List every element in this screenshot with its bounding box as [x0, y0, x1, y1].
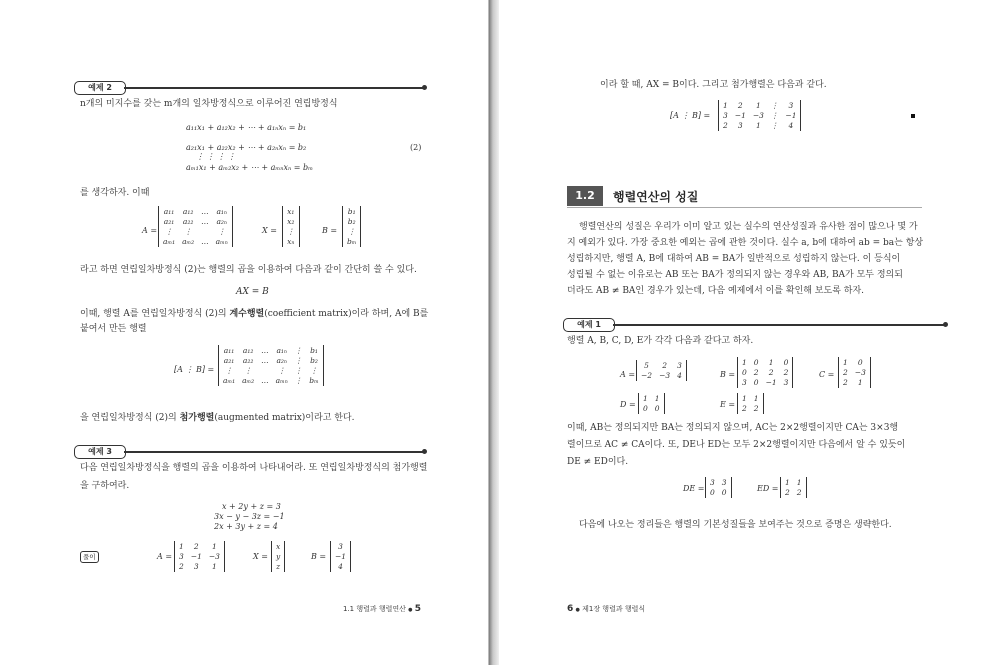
DE-matrix: 3 3 0 0 [705, 477, 732, 498]
ex3-matrix-X: x y z [271, 541, 285, 572]
ex3-matrix-A: 1 2 1 3 −1 −3 2 3 1 [174, 541, 225, 572]
term-augmented-matrix: 첨가행렬 [179, 413, 215, 423]
DE-label: DE = [683, 484, 705, 493]
ex1-matrix-C: 1 0 2 −3 2 1 [838, 357, 871, 388]
footer-section-label: 1.1 행렬과 행렬연산 [343, 605, 406, 613]
page-number: 5 [414, 604, 422, 614]
matrix-X: x₁ x₂ ⋮ xₙ [282, 206, 300, 247]
ex1-matrix-D: 1 1 0 0 [638, 393, 665, 414]
example-3-problem-line-2: 을 구하여라. [80, 481, 130, 491]
example-3-rule-dot [422, 449, 427, 454]
term-coefficient-matrix: 계수행렬 [229, 309, 265, 319]
example-1-rule-dot [943, 322, 948, 327]
book-gutter [489, 0, 499, 665]
example-1-explain-line-3: DE ≠ ED이다. [567, 457, 629, 467]
right-augmented-matrix: 1 2 1 ⋮ 3 3 −1 −3 ⋮ −1 2 3 1 ⋮ 4 [718, 100, 801, 131]
ex1-matrix-A: 5 2 3 −2 −3 4 [636, 360, 687, 381]
ex3-matrix-X-label: X = [253, 552, 268, 561]
left-page [0, 0, 489, 665]
system-line-1: a₁₁x₁ + a₁₂x₂ + ⋯ + a₁ₙxₙ = b₁ [186, 123, 307, 132]
example-3-problem-line-1: 다음 연립일차방정식을 행렬의 곱을 이용하여 나타내어라. 또 연립일차방정식의 첨가행렬 [80, 463, 428, 473]
example-1-rule [613, 324, 945, 326]
page-number: 6 [567, 604, 574, 614]
system-line-3: ⋮ ⋮ ⋮ ⋮ [196, 152, 236, 161]
example-1-intro: 행렬 A, B, C, D, E가 각각 다음과 같다고 하자. [567, 336, 754, 346]
example-1-tag: 예제 1 [563, 318, 615, 332]
right-augmented-label: [A ⋮ B] = [670, 111, 711, 120]
footer-bullet: ● [575, 607, 580, 613]
system-line-4: aₘ₁x₁ + aₘ₂x₂ + ⋯ + aₘₙxₙ = bₘ [186, 163, 314, 172]
matrix-B-label: B = [322, 226, 338, 235]
para-line-1: 행렬연산의 성질은 우리가 이미 알고 있는 실수의 연산성질과 유사한 점이 많으나 몇 가 [579, 222, 918, 232]
ex3-matrix-B: 3 −1 4 [330, 541, 351, 572]
example-2-sentence4: 을 연립일차방정식 (2)의 첨가행렬(augmented matrix)이라고 한다. [80, 413, 355, 423]
ex3-matrix-A-label: A = [157, 552, 173, 561]
ex1-matrix-E: 1 1 2 2 [737, 393, 764, 414]
ex1-matrix-D-label: D = [620, 400, 636, 409]
augmented-matrix-label: [A ⋮ B] = [174, 365, 215, 374]
example-2-sentence2: 이때, 행렬 A를 연립일차방정식 (2)의 계수행렬(coefficient matrix)이라 하며, A에 B를 [80, 309, 429, 319]
ex1-matrix-A-label: A = [620, 370, 636, 379]
matrix-A-label: A = [142, 226, 158, 235]
example-2-consider: 를 생각하자. 이때 [80, 188, 150, 198]
para-line-4: 성립될 수 없는 이유로는 AB 또는 BA가 정의되지 않는 경우와 AB, BA가 모두 정의되 [567, 270, 903, 280]
right-page [499, 0, 989, 665]
ex1-matrix-C-label: C = [819, 370, 835, 379]
left-page-footer [343, 604, 421, 614]
closing-sentence: 다음에 나오는 정리들은 행렬의 기본성질들을 보여주는 것으로 증명은 생략한다. [579, 520, 892, 530]
ED-label: ED = [757, 484, 779, 493]
system-line-2: a₂₁x₁ + a₂₂x₂ + ⋯ + a₂ₙxₙ = b₂ [186, 143, 307, 152]
example-2-sentence1: 라고 하면 연립일차방정식 (2)는 행렬의 곱을 이용하여 다음과 같이 간단히 쓸 수 있다. [80, 265, 417, 275]
example-3-system-line-2: 3x − y − 3z = −1 [214, 512, 285, 521]
example-3-system-line-3: 2x + 3y + z = 4 [214, 522, 278, 531]
right-page-footer [567, 604, 645, 614]
chapter-title: 행렬연산의 성질 [613, 190, 699, 204]
augmented-matrix: a₁₁ a₁₂ … a₁ₙ ⋮ b₁ a₂₁ a₂₂ … a₂ₙ ⋮ b₂ ⋮ ⋮ ⋮ ⋮ ⋮ aₘ₁ aₘ₂ … aₘₙ ⋮ bₘ [218, 345, 324, 386]
ex1-matrix-B: 1 0 1 0 0 2 2 2 3 0 −1 3 [737, 357, 793, 388]
ex1-matrix-E-label: E = [720, 400, 736, 409]
example-2-tag: 예제 2 [74, 81, 126, 95]
ex1-matrix-B-label: B = [720, 370, 736, 379]
end-of-proof-marker [911, 114, 915, 118]
matrix-A: a₁₁ a₁₂ … a₁ₙ a₂₁ a₂₂ … a₂ₙ ⋮ ⋮ ⋮ aₘ₁ aₘ₂ … aₘₙ [158, 206, 233, 247]
example-1-explain-line-1: 이때, AB는 정의되지만 BA는 정의되지 않으며, AC는 2×2행렬이지만 CA는 3×3행 [567, 423, 899, 433]
chapter-underline [567, 207, 922, 208]
solution-badge: 풀이 [80, 551, 99, 563]
para-line-2: 지 예외가 있다. 가장 중요한 예외는 곱에 관한 것이다. 실수 a, b에 대하여 ab = ba는 항상 [567, 238, 924, 248]
ED-matrix: 1 1 2 2 [780, 477, 807, 498]
example-2-sentence3: 붙여서 만든 행렬 [80, 324, 147, 334]
chapter-number-box: 1.2 [567, 186, 603, 206]
ex3-matrix-B-label: B = [311, 552, 327, 561]
right-top-line: 이라 할 때, AX = B이다. 그리고 첨가행렬은 다음과 같다. [600, 80, 827, 90]
para-line-3: 성립하지만, 행렬 A, B에 대하여 AB = BA가 일반적으로 성립하지 않는다. 이 등식이 [567, 254, 901, 264]
example-1-explain-line-2: 렬이므로 AC ≠ CA이다. 또, DE나 ED는 모두 2×2행렬이지만 다음에서 알 수 있듯이 [567, 440, 906, 450]
matrix-X-label: X = [262, 226, 277, 235]
example-3-rule [124, 451, 424, 453]
equation-axb: AX = B [236, 287, 269, 297]
footer-chapter-label: 제1장 행렬과 행렬식 [582, 605, 646, 613]
matrix-B: b₁ b₂ ⋮ bₘ [342, 206, 361, 247]
example-3-tag: 예제 3 [74, 445, 126, 459]
example-2-rule [124, 87, 424, 89]
equation-number: (2) [410, 143, 422, 152]
example-3-system-line-1: x + 2y + z = 3 [222, 502, 281, 511]
example-2-rule-dot [422, 85, 427, 90]
para-line-5: 더라도 AB ≠ BA인 경우가 있는데, 다음 예제에서 이를 확인해 보도록 하자. [567, 286, 865, 296]
footer-bullet: ● [408, 607, 413, 613]
example-2-intro: n개의 미지수를 갖는 m개의 일차방정식으로 이루어진 연립방정식 [80, 99, 338, 109]
